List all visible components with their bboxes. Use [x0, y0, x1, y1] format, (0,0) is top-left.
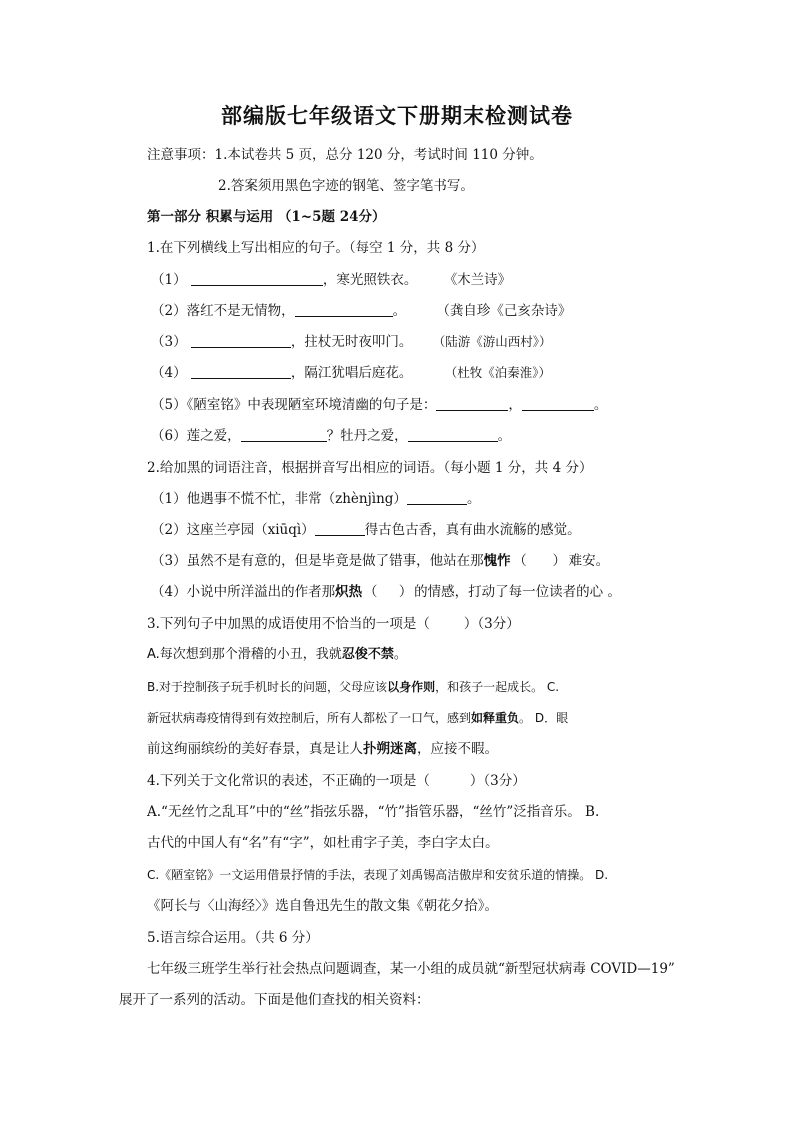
q4-stem-end: ）（3分） — [469, 773, 526, 789]
q3-option-b — [147, 678, 559, 696]
q3-option-c-pre: 新冠状病毒疫情得到有效控制后，所有人都松了一口气，感到 — [147, 711, 472, 725]
q2-item-2-num: （2） — [151, 522, 187, 538]
q2-item-3-bold-word: 愧怍 — [483, 553, 511, 569]
q2-item-2-pre: 这座兰亭园（xiūqì） — [186, 522, 315, 538]
q1-item-4-blank[interactable] — [191, 364, 291, 379]
q1-item-4-source: （杜牧《泊秦淮》） — [444, 365, 551, 380]
q1-item-3-blank[interactable] — [191, 333, 291, 348]
q3-option-d-post: ，应接不暇。 — [417, 741, 498, 757]
q2-item-4-answer-paren[interactable]: （ ） — [363, 584, 413, 600]
q5-stem: 5.语言综合运用。（共 6 分） — [147, 930, 319, 946]
q3-stem-text: 3.下列句子中加黑的成语使用不恰当的一项是（ — [147, 616, 430, 632]
q2-item-2-blank[interactable] — [315, 521, 365, 536]
q2-item-3-num: （3） — [151, 553, 187, 569]
q1-item-6 — [151, 427, 511, 445]
q1-item-3-text: ，拄杖无时夜叩门。 — [290, 334, 413, 350]
q1-item-1 — [151, 271, 511, 289]
q4-option-c: C.《陋室铭》一文运用借景抒情的手法，表现了刘禹锡高洁傲岸和安贫乐道的情操。 D. — [147, 868, 609, 882]
q1-item-5-mid: ， — [508, 397, 522, 413]
q2-item-1-blank[interactable] — [407, 490, 467, 505]
q2-item-1-num: （1） — [151, 491, 187, 507]
q5-paragraph-line-1: 七年级三班学生举行社会热点问题调查，某一小组的成员就“新型冠状病毒 COVID—19” — [147, 961, 675, 977]
notes-line-1: 注意事项：1.本试卷共 5 页，总分 120 分，考试时间 110 分钟。 — [147, 147, 543, 163]
q1-item-3-num: （3） — [151, 334, 187, 350]
q3-option-c-bold: 如释重负 — [471, 711, 520, 725]
q1-item-6-post: 。 — [497, 428, 512, 444]
q2-item-1-post: 。 — [466, 491, 481, 507]
q1-item-6-blank-b[interactable] — [408, 427, 498, 442]
q2-item-2 — [151, 521, 581, 539]
q3-option-a-pre: A.每次想到那个滑稽的小丑，我就 — [147, 647, 342, 662]
q1-item-5-pre: 《陋室铭》中表现陋室环境清幽的句子是： — [186, 397, 437, 413]
q2-item-4-post: 的情感，打动了每一位读者的心 。 — [414, 584, 621, 600]
q1-item-5-blank-b[interactable] — [522, 396, 594, 411]
q2-item-4-num: （4） — [151, 584, 187, 600]
q1-item-4-num: （4） — [151, 365, 187, 381]
notes-line-2: 2.答案须用黑色字迹的钢笔、签字笔书写。 — [218, 178, 474, 194]
q1-item-6-mid: ？牡丹之爱， — [326, 428, 408, 444]
q4-stem — [147, 772, 526, 790]
q1-item-4-text: ，隔江犹唱后庭花。 — [290, 365, 413, 381]
q2-item-4-bold-word: 炽热 — [335, 584, 363, 600]
q3-option-a-post: 。 — [393, 647, 407, 662]
q1-item-2-blank[interactable] — [295, 302, 393, 317]
q3-option-c — [147, 709, 568, 727]
q1-item-5 — [151, 396, 607, 414]
q2-item-3-post: 难安。 — [568, 553, 610, 569]
page-title: 部编版七年级语文下册期末检测试卷 — [221, 103, 573, 128]
q3-option-c-post: 。 D．眼 — [519, 711, 569, 725]
q4-option-a: A.“无丝竹之乱耳”中的“丝”指弦乐器，“竹”指管乐器，“丝竹”泛指音乐。 B. — [147, 804, 600, 820]
q1-item-4 — [151, 364, 551, 382]
q5-paragraph-line-2: 展开了一系列的活动。下面是他们查找的相关资料： — [119, 992, 430, 1008]
q1-item-2-num: （2） — [151, 303, 187, 319]
q1-item-3-source: （陆游《游山西村》） — [432, 334, 552, 349]
q1-item-2-post: 。 — [392, 303, 407, 319]
q3-option-d — [147, 740, 498, 758]
q3-option-b-pre: B.对于控制孩子玩手机时长的问题，父母应该 — [147, 680, 388, 694]
q2-item-1-pre: 他遇事不慌不忙，非常（zhènjìng） — [186, 491, 407, 507]
q1-item-5-num: （5） — [151, 397, 187, 413]
q2-item-3 — [151, 552, 609, 570]
q3-option-b-bold: 以身作则 — [387, 680, 436, 694]
q4-option-d: 《阿长与〈山海经〉》选自鲁迅先生的散文集《朝花夕拾》。 — [147, 898, 498, 914]
q4-option-b: 古代的中国人有“名”有“字”，如杜甫字子美，李白字太白。 — [147, 835, 499, 851]
q1-item-2-pre: 落红不是无情物， — [186, 303, 295, 319]
q2-item-2-post: 得古色古香，真有曲水流觞的感觉。 — [364, 522, 581, 538]
q1-stem: 1.在下列横线上写出相应的句子。（每空 1 分，共 8 分） — [147, 240, 485, 256]
q1-item-1-source: 《木兰诗》 — [443, 272, 512, 288]
q2-item-4 — [151, 583, 621, 601]
q4-stem-text: 4.下列关于文化常识的表述，不正确的一项是（ — [147, 773, 430, 789]
q2-item-4-pre: 小说中所洋溢出的作者那 — [186, 584, 336, 600]
q3-option-a-bold: 忍俊不禁 — [341, 647, 394, 662]
q3-stem — [147, 615, 520, 633]
q3-option-a — [147, 646, 407, 664]
q1-item-2 — [151, 302, 571, 320]
q1-item-6-blank-a[interactable] — [241, 427, 327, 442]
q1-item-3 — [151, 333, 551, 351]
q3-stem-end: ）（3分） — [463, 616, 520, 632]
q1-item-5-post: 。 — [593, 397, 608, 413]
part1-heading: 第一部分 积累与运用 （1~5题 24分） — [147, 209, 386, 225]
q1-item-6-num: （6） — [151, 428, 187, 444]
q1-item-1-text: ，寒光照铁衣。 — [322, 272, 418, 288]
q2-item-3-pre: 虽然不是有意的，但是毕竟是做了错事，他站在那 — [186, 553, 484, 569]
q2-item-1 — [151, 490, 480, 508]
q1-item-1-num: （1） — [151, 272, 187, 288]
q1-item-2-source: （龚自珍《己亥杂诗》 — [436, 303, 572, 319]
q3-option-d-bold: 扑朔迷离 — [363, 741, 417, 757]
q2-item-3-answer-paren[interactable]: （ ） — [513, 553, 566, 569]
q1-item-6-pre: 莲之爱， — [186, 428, 241, 444]
q1-item-5-blank-a[interactable] — [436, 396, 508, 411]
q1-item-1-blank[interactable] — [191, 271, 323, 286]
q3-option-b-post: ，和孩子一起成长。 C. — [435, 680, 560, 694]
q2-stem: 2.给加黑的词语注音，根据拼音写出相应的词语。（每小题 1 分，共 4 分） — [147, 460, 593, 476]
q3-option-d-pre: 前这绚丽缤纷的美好春景，真是让人 — [147, 741, 363, 757]
